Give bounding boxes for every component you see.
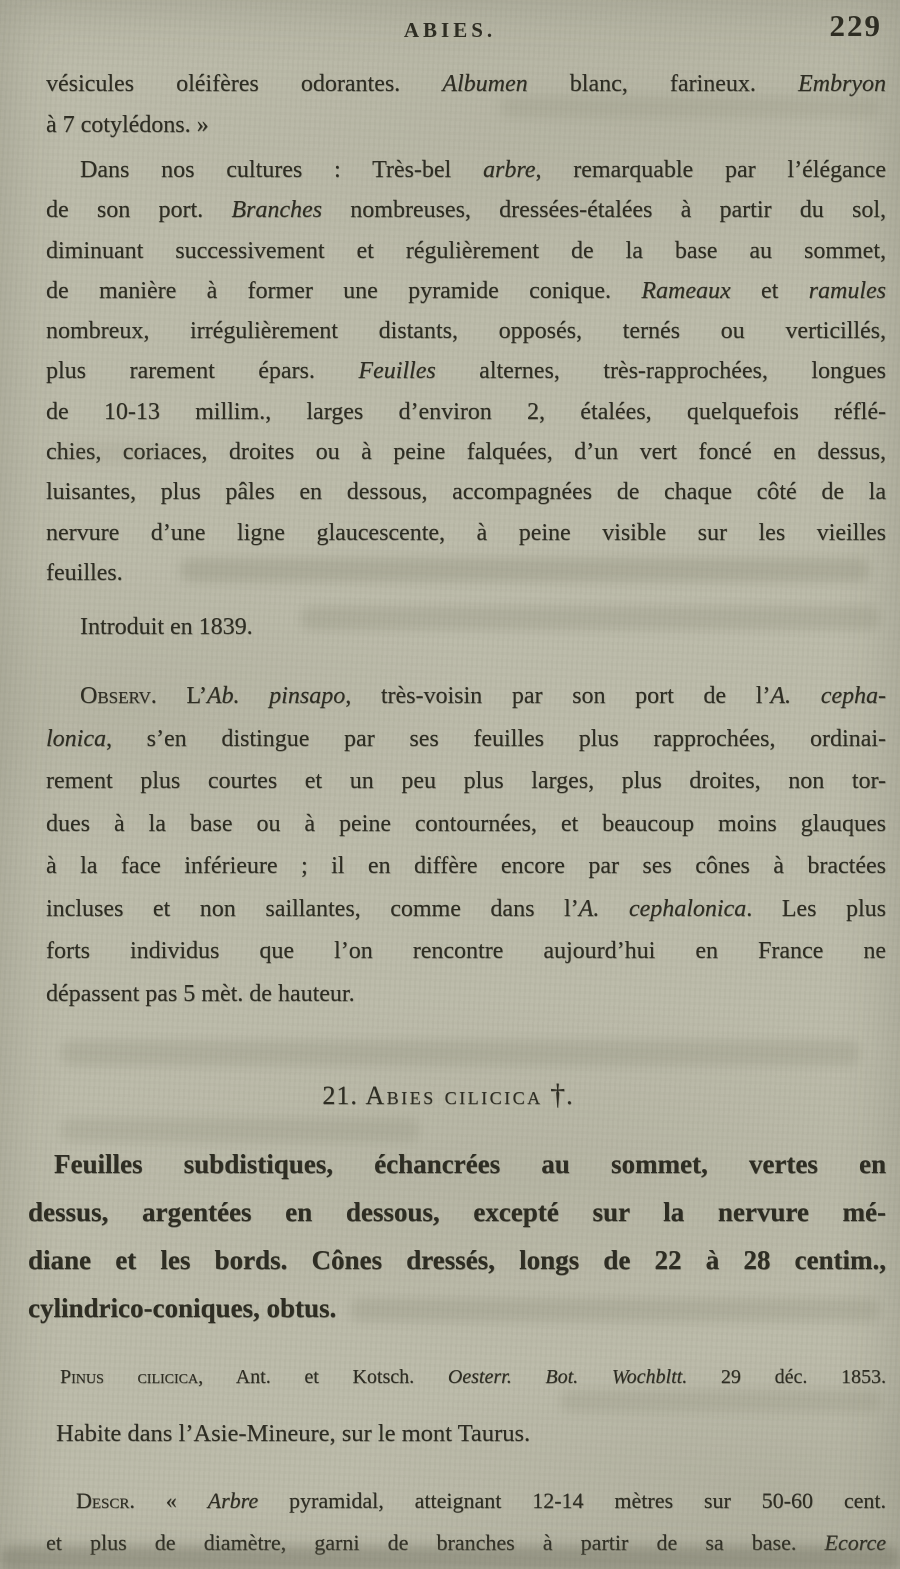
text-segment: incluses et non saillantes, comme dans l’ bbox=[46, 895, 579, 922]
text-segment: A. cephalonica bbox=[578, 895, 747, 922]
text-segment: alternes, très-rapprochées, longues bbox=[435, 358, 886, 385]
text-segment: « bbox=[134, 1488, 208, 1514]
text-segment: dessus, argentées en dessous, excepté sur la nervure mé- bbox=[28, 1197, 886, 1228]
text-segment: Habite dans l’Asie-Mineure, sur le mont Taurus. bbox=[56, 1420, 531, 1448]
habitat-line bbox=[46, 1416, 886, 1452]
text-segment: vésicules oléifères odorantes. bbox=[46, 71, 443, 97]
text-line bbox=[46, 973, 886, 1016]
text-line bbox=[46, 607, 886, 647]
text-line bbox=[28, 1140, 886, 1188]
text-segment: Pinus cilicica bbox=[60, 1366, 199, 1389]
text-line bbox=[46, 392, 886, 432]
text-segment: feuilles. bbox=[46, 559, 123, 586]
text-segment: rement plus courtes et un peu plus larges, plus droites, non tor- bbox=[46, 768, 886, 795]
text-segment: . bbox=[566, 1081, 574, 1111]
text-line bbox=[46, 930, 886, 973]
page-number: 229 bbox=[829, 8, 882, 43]
text-line bbox=[46, 1416, 886, 1452]
text-segment: Ecorce bbox=[824, 1530, 886, 1556]
text-segment: Introduit en 1839. bbox=[80, 614, 253, 641]
text-segment: forts individus que l’on rencontre aujourd’hui en France ne bbox=[46, 938, 886, 965]
text-segment: , Ant. et Kotsch. bbox=[198, 1366, 448, 1389]
text-line bbox=[46, 888, 886, 931]
text-segment: de son port. bbox=[46, 197, 232, 224]
text-segment: Branches bbox=[231, 197, 323, 224]
text-segment: diminuant successivement et régulièrement de la base au sommet, bbox=[46, 237, 886, 264]
text-segment: dépassent pas 5 mèt. de hauteur. bbox=[46, 980, 355, 1007]
text-line bbox=[46, 432, 886, 472]
text-line bbox=[46, 150, 886, 190]
text-segment: Feuilles bbox=[358, 358, 436, 385]
text-segment: luisantes, plus pâles en dessous, accompagnées de chaque côté de la bbox=[46, 479, 886, 506]
text-line bbox=[28, 1284, 886, 1332]
text-line bbox=[46, 105, 886, 146]
text-segment: et bbox=[730, 277, 809, 304]
text-segment: , remarquable par l’élégance bbox=[535, 157, 886, 183]
text-segment: Descr. bbox=[76, 1488, 135, 1514]
synonymy-line bbox=[46, 1362, 886, 1392]
text-segment: † bbox=[550, 1078, 567, 1112]
text-segment: dues à la base ou à peine contournées, et beaucoup moins glauques bbox=[46, 810, 886, 837]
text-line bbox=[28, 1188, 886, 1236]
text-segment: arbre bbox=[482, 157, 536, 183]
text-segment: Rameaux bbox=[641, 277, 731, 304]
text-segment: diane et les bords. Cônes dressés, longs de 22 à 28 centim., bbox=[28, 1245, 886, 1276]
text-segment: 21. bbox=[322, 1081, 366, 1111]
text-line bbox=[46, 675, 886, 718]
text-segment: Dans nos cultures : Très-bel bbox=[80, 157, 483, 183]
text-line bbox=[46, 1480, 886, 1522]
text-line bbox=[46, 271, 886, 311]
paragraph-observ bbox=[46, 675, 886, 1015]
text-line bbox=[46, 513, 886, 553]
text-segment: cylindrico-coniques, obtus. bbox=[28, 1293, 337, 1324]
text-segment: à la face inférieure ; il en diffère encore par ses cônes à bractées bbox=[46, 853, 886, 880]
text-line bbox=[46, 190, 886, 230]
text-segment: blanc, farineux. bbox=[527, 71, 799, 97]
text-segment: de 10-13 millim., larges d’environ 2, étalées, quelquefois réflé- bbox=[46, 398, 886, 425]
text-segment: ramules bbox=[808, 277, 886, 304]
text-segment: de manière à former une pyramide conique. bbox=[46, 277, 642, 304]
text-segment: nervure d’une ligne glaucescente, à peine visible sur les vieilles bbox=[46, 519, 886, 546]
paragraph-cultures bbox=[46, 150, 886, 593]
text-segment: Embryon bbox=[798, 71, 886, 97]
text-segment: . Les plus bbox=[746, 895, 887, 922]
text-segment: nombreux, irrégulièrement distants, opposés, ternés ou verticillés, bbox=[46, 318, 886, 345]
text-segment: Oesterr. Bot. Wochbltt. bbox=[447, 1366, 688, 1389]
text-segment: nombreuses, dressées-étalées à partir du sol, bbox=[322, 197, 886, 224]
text-line bbox=[46, 718, 886, 761]
page-body bbox=[0, 64, 900, 1564]
text-segment: , s’en distingue par ses feuilles plus rapprochées, ordinai- bbox=[106, 725, 886, 752]
text-line bbox=[46, 64, 886, 105]
text-segment: Albumen bbox=[442, 71, 528, 97]
text-line bbox=[46, 311, 886, 351]
running-title: ABIES. bbox=[403, 18, 497, 42]
text-line bbox=[46, 803, 886, 846]
text-segment: lonica bbox=[46, 725, 106, 752]
text-segment: à 7 cotylédons. » bbox=[46, 112, 209, 138]
text-line bbox=[46, 351, 886, 391]
species-heading bbox=[10, 1073, 886, 1118]
text-segment: Ab. pinsapo bbox=[206, 683, 346, 710]
text-segment: Abies cilicica bbox=[365, 1081, 543, 1111]
text-segment: et plus de diamètre, garni de branches à partir de sa base. bbox=[46, 1530, 825, 1556]
paragraph-albumen bbox=[46, 64, 886, 146]
paragraph-introduit bbox=[46, 607, 886, 647]
text-segment: , très-voisin par son port de l’ bbox=[345, 683, 771, 710]
text-segment: Observ. bbox=[80, 683, 157, 710]
text-line bbox=[28, 1236, 886, 1284]
text-line bbox=[10, 1073, 886, 1118]
text-line bbox=[46, 231, 886, 271]
text-segment: Feuilles subdistiques, échancrées au sommet, vertes en bbox=[54, 1149, 886, 1180]
text-line bbox=[46, 845, 886, 888]
text-line bbox=[46, 1522, 886, 1564]
text-segment: pyramidal, atteignant 12-14 mètres sur 50-60 cent. bbox=[258, 1488, 887, 1514]
text-line bbox=[46, 553, 886, 593]
paragraph-descr bbox=[46, 1480, 886, 1564]
page-header bbox=[0, 8, 900, 48]
text-line bbox=[46, 472, 886, 512]
text-segment: plus rarement épars. bbox=[46, 358, 359, 385]
text-segment: L’ bbox=[156, 683, 207, 710]
text-segment: A. cepha- bbox=[770, 683, 886, 710]
text-segment: 29 déc. 1853. bbox=[687, 1366, 886, 1389]
text-line bbox=[46, 760, 886, 803]
text-segment: Arbre bbox=[207, 1488, 259, 1514]
text-segment: chies, coriaces, droites ou à peine falquées, d’un vert foncé en dessus, bbox=[46, 439, 886, 466]
text-line bbox=[46, 1362, 886, 1392]
paragraph-diagnosis bbox=[28, 1140, 886, 1332]
